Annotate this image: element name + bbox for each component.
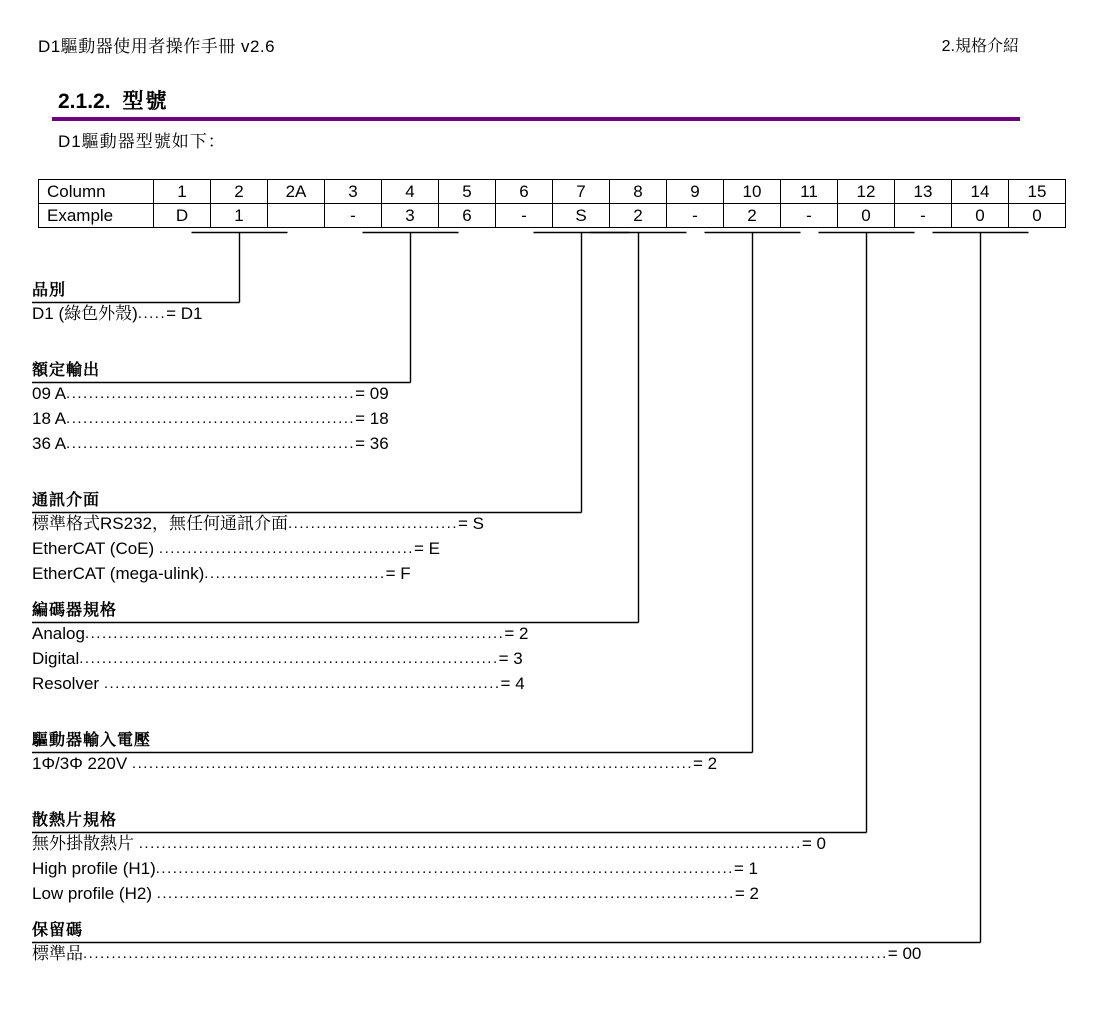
- leader-dots: ......................................................................................................: [156, 885, 735, 902]
- column-header-cell: 6: [496, 180, 553, 204]
- spec-option-label: 標準格式RS232，無任何通訊介面: [32, 514, 288, 533]
- example-value-cell: 2: [724, 204, 781, 228]
- spec-block-title: 品別: [32, 282, 67, 299]
- spec-option-label: High profile (H1): [32, 859, 156, 878]
- spec-option-code: = 1: [733, 859, 758, 878]
- spec-option-row: [32, 536, 484, 561]
- leader-dots: ..........................................................................: [84, 625, 505, 642]
- example-value-cell: -: [325, 204, 382, 228]
- table-row-column: [39, 180, 1066, 204]
- spec-option-code: = 09: [355, 384, 389, 403]
- spec-option-row: [32, 406, 389, 431]
- spec-block-title: 額定輸出: [32, 362, 101, 379]
- section-intro-text: D1驅動器型號如下：: [58, 132, 226, 151]
- column-header-cell: 13: [895, 180, 952, 204]
- leader-dots: .............................................: [158, 540, 414, 557]
- column-header-cell: 9: [667, 180, 724, 204]
- spec-option-code: = 00: [887, 944, 922, 963]
- column-header-cell: 11: [781, 180, 838, 204]
- spec-option-row: [32, 621, 528, 646]
- leader-dots: .....: [137, 305, 167, 322]
- spec-option-code: = 2: [734, 884, 759, 903]
- spec-option-code: = F: [385, 564, 411, 583]
- spec-option-code: = 4: [500, 674, 525, 693]
- spec-option-row: [32, 831, 826, 856]
- column-header-cell: 2: [211, 180, 268, 204]
- example-value-cell: 6: [439, 204, 496, 228]
- spec-option-label: Low profile (H2): [32, 884, 157, 903]
- example-value-cell: [268, 204, 325, 228]
- spec-option-label: Digital: [32, 649, 80, 668]
- column-header-cell: 10: [724, 180, 781, 204]
- row-header-column: Column: [39, 180, 154, 204]
- spec-option-label: 18 A: [32, 409, 67, 428]
- example-value-cell: 1: [211, 204, 268, 228]
- leader-dots: ...................................................: [66, 435, 356, 452]
- example-value-cell: 2: [610, 204, 667, 228]
- section-number: 2.1.2.: [58, 90, 111, 113]
- column-header-cell: 15: [1009, 180, 1066, 204]
- spec-option-code: = 2: [504, 624, 529, 643]
- leader-dots: ..............................: [287, 515, 459, 532]
- column-header-cell: 12: [838, 180, 895, 204]
- spec-block-title: 保留碼: [32, 922, 84, 939]
- column-header-cell: 14: [952, 180, 1009, 204]
- spec-block: [32, 361, 389, 456]
- spec-option-row: [32, 751, 717, 776]
- section-heading: [58, 85, 169, 115]
- column-header-cell: 3: [325, 180, 382, 204]
- spec-option-code: = 2: [693, 754, 718, 773]
- example-value-cell: S: [553, 204, 610, 228]
- spec-option-label: 36 A: [32, 434, 67, 453]
- page-header: [0, 0, 1093, 70]
- leader-dots: ..........................................................................: [79, 650, 499, 667]
- section-heading-rule: [52, 117, 1020, 121]
- column-header-cell: 4: [382, 180, 439, 204]
- example-value-cell: -: [895, 204, 952, 228]
- spec-option-row: [32, 881, 826, 906]
- spec-option-row: [32, 431, 389, 456]
- spec-option-code: = D1: [166, 304, 203, 323]
- spec-option-label: EtherCAT (CoE): [32, 539, 159, 558]
- spec-block: [32, 281, 203, 326]
- column-header-cell: 5: [439, 180, 496, 204]
- leader-dots: ...................................................: [66, 385, 356, 402]
- spec-option-code: = 36: [355, 434, 389, 453]
- leader-dots: ..............................................................................................................................................: [83, 945, 888, 962]
- column-header-cell: 1: [154, 180, 211, 204]
- leader-dots: ...................................................................................................: [131, 755, 694, 772]
- spec-block-title: 通訊介面: [32, 492, 101, 509]
- spec-block: [32, 491, 484, 586]
- spec-option-row: [32, 856, 826, 881]
- example-value-cell: 3: [382, 204, 439, 228]
- spec-option-label: 1Φ/3Φ 220V: [32, 754, 132, 773]
- leader-dots: .....................................................................................................................: [138, 835, 802, 852]
- spec-block: [32, 601, 528, 696]
- spec-block: [32, 921, 921, 966]
- leader-dots: ................................: [204, 565, 386, 582]
- leader-dots: ......................................................................: [103, 675, 501, 692]
- spec-option-label: D1 (綠色外殼): [32, 304, 138, 323]
- row-header-example: Example: [39, 204, 154, 228]
- spec-block-title: 驅動器輸入電壓: [32, 732, 152, 749]
- spec-option-code: = 0: [801, 834, 826, 853]
- spec-option-row: [32, 511, 484, 536]
- example-value-cell: 0: [838, 204, 895, 228]
- spec-option-label: Analog: [32, 624, 85, 643]
- model-code-table: [38, 179, 1066, 228]
- example-value-cell: -: [667, 204, 724, 228]
- example-value-cell: -: [496, 204, 553, 228]
- spec-option-label: Resolver: [32, 674, 104, 693]
- example-value-cell: -: [781, 204, 838, 228]
- header-document-title: D1驅動器使用者操作手冊 v2.6: [38, 37, 276, 56]
- column-header-cell: 8: [610, 180, 667, 204]
- table-row-example: [39, 204, 1066, 228]
- section-title: 型號: [122, 90, 169, 113]
- column-header-cell: 2A: [268, 180, 325, 204]
- spec-option-label: EtherCAT (mega-ulink): [32, 564, 205, 583]
- spec-option-label: 無外掛散熱片: [32, 834, 139, 853]
- spec-option-row: [32, 941, 921, 966]
- spec-block: [32, 811, 826, 906]
- spec-option-row: [32, 646, 528, 671]
- spec-option-row: [32, 301, 203, 326]
- spec-block-title: 編碼器規格: [32, 602, 118, 619]
- example-value-cell: D: [154, 204, 211, 228]
- header-chapter-label: 2.規格介紹: [941, 38, 1019, 55]
- leader-dots: ...................................................: [66, 410, 356, 427]
- spec-option-label: 09 A: [32, 384, 67, 403]
- leader-dots: ......................................................................................................: [155, 860, 734, 877]
- example-value-cell: 0: [1009, 204, 1066, 228]
- spec-option-row: [32, 561, 484, 586]
- spec-option-code: = S: [458, 514, 485, 533]
- model-code-table-body: [39, 180, 1066, 228]
- spec-block-title: 散熱片規格: [32, 812, 118, 829]
- spec-option-row: [32, 671, 528, 696]
- spec-block: [32, 731, 717, 776]
- spec-option-code: = E: [413, 539, 440, 558]
- example-value-cell: 0: [952, 204, 1009, 228]
- spec-option-label: 標準品: [32, 944, 83, 963]
- spec-option-code: = 3: [498, 649, 523, 668]
- spec-option-code: = 18: [355, 409, 389, 428]
- spec-option-row: [32, 381, 389, 406]
- column-header-cell: 7: [553, 180, 610, 204]
